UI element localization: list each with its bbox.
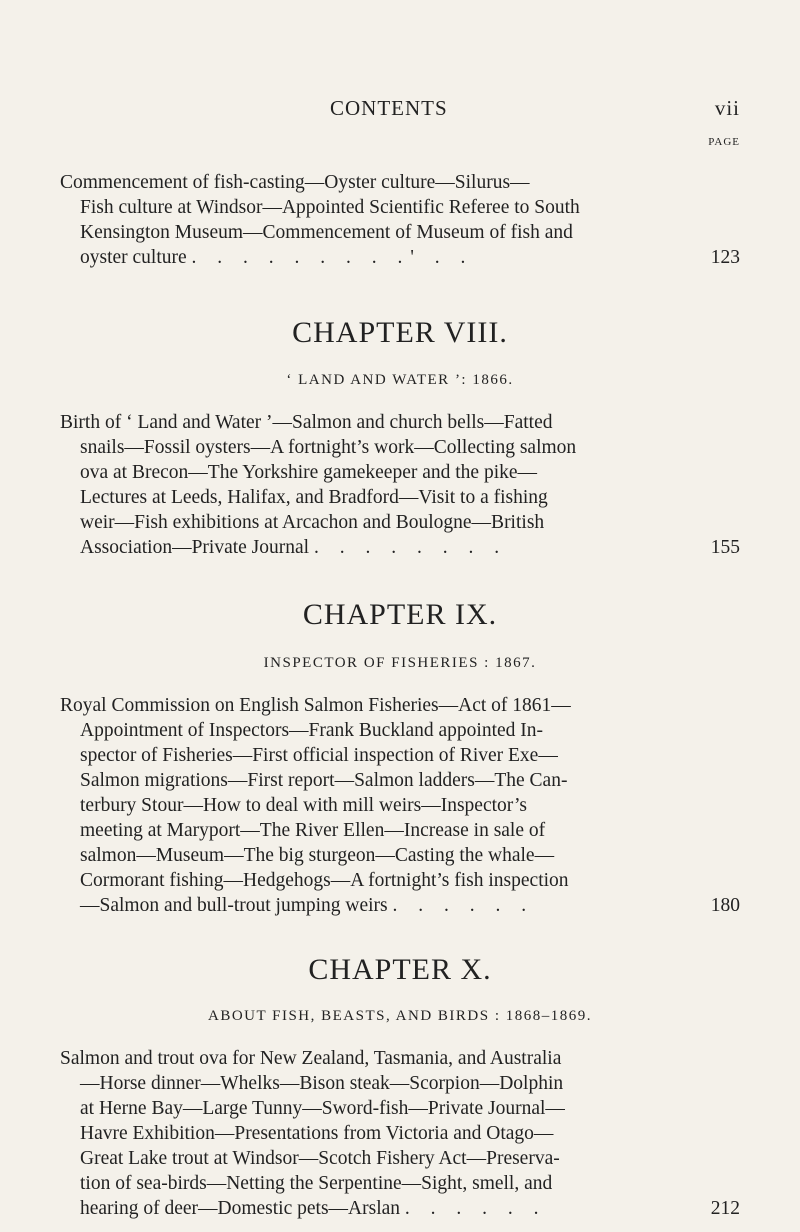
chapter-subtitle: ABOUT FISH, BEASTS, AND BIRDS : 1868–1869.: [207, 1008, 593, 1024]
summary-line: terbury Stour—How to deal with mill weirs—Inspector’s: [80, 795, 527, 816]
chapter-summary: [60, 693, 740, 918]
chapter-page-number: 180: [710, 895, 740, 916]
chapter-heading: CHAPTER VIII.: [292, 316, 508, 349]
entry-page-number: 123: [710, 247, 740, 268]
summary-line: Great Lake trout at Windsor—Scotch Fishery Act—Preserva-: [80, 1148, 560, 1169]
summary-line: tion of sea-birds—Netting the Serpentine—Sight, smell, and: [80, 1173, 553, 1194]
chapter-summary: [60, 410, 740, 560]
summary-line: Lectures at Leeds, Halifax, and Bradford—Visit to a fishing: [80, 487, 548, 508]
chapter-summary: [60, 1046, 740, 1221]
summary-line: snails—Fossil oysters—A fortnight’s work—Collecting salmon: [80, 437, 577, 458]
chapter-heading: CHAPTER X.: [308, 953, 492, 986]
summary-line-last: [60, 893, 740, 918]
running-header-title: CONTENTS: [330, 96, 448, 120]
toc-entry-continued: [60, 170, 740, 270]
summary-line: ova at Brecon—The Yorkshire gamekeeper and the pike—: [80, 462, 538, 483]
summary-line-last: [60, 535, 740, 560]
entry-line-text: oyster culture: [80, 247, 187, 268]
chapter-subtitle: INSPECTOR OF FISHERIES : 1867.: [263, 655, 537, 671]
summary-line-text: Association—Private Journal: [80, 537, 310, 558]
summary-line: Birth of ‘ Land and Water ’—Salmon and church bells—Fatted: [60, 412, 553, 433]
leader-dots: . . . . . .: [404, 1198, 547, 1219]
summary-line: Cormorant fishing—Hedgehogs—A fortnight’s fish inspection: [80, 870, 569, 891]
chapter-page-number: 155: [710, 537, 740, 558]
chapter-heading: CHAPTER IX.: [302, 598, 498, 631]
leader-dots: . . . . . . . . .' . .: [191, 247, 474, 268]
summary-line: Havre Exhibition—Presentations from Victoria and Otago—: [80, 1123, 554, 1144]
summary-line: Appointment of Inspectors—Frank Buckland appointed In-: [80, 720, 544, 741]
summary-line-text: —Salmon and bull-trout jumping weirs: [80, 895, 388, 916]
entry-line: Commencement of fish-casting—Oyster culture—Silurus—: [60, 172, 530, 193]
leader-dots: . . . . . .: [392, 895, 535, 916]
summary-line: Salmon and trout ova for New Zealand, Tasmania, and Australia: [60, 1048, 562, 1069]
summary-line: spector of Fisheries—First official inspection of River Exe—: [80, 745, 558, 766]
entry-line-last: [60, 245, 740, 270]
summary-line: Salmon migrations—First report—Salmon ladders—The Can-: [80, 770, 568, 791]
summary-line: —Horse dinner—Whelks—Bison steak—Scorpion—Dolphin: [80, 1073, 564, 1094]
summary-line: at Herne Bay—Large Tunny—Sword-fish—Private Journal—: [80, 1098, 565, 1119]
summary-line-text: hearing of deer—Domestic pets—Arslan: [80, 1198, 401, 1219]
chapter-page-number: 212: [710, 1198, 740, 1219]
summary-line: meeting at Maryport—The River Ellen—Increase in sale of: [80, 820, 546, 841]
chapter-subtitle: ‘ LAND AND WATER ’: 1866.: [286, 372, 514, 388]
page-column-label: PAGE: [708, 136, 740, 148]
page-number-roman: vii: [714, 96, 740, 120]
summary-line-last: [60, 1196, 740, 1221]
summary-line: Royal Commission on English Salmon Fisheries—Act of 1861—: [60, 695, 571, 716]
summary-line: salmon—Museum—The big sturgeon—Casting the whale—: [80, 845, 555, 866]
summary-line: weir—Fish exhibitions at Arcachon and Boulogne—British: [80, 512, 545, 533]
entry-line: Fish culture at Windsor—Appointed Scientific Referee to South: [80, 197, 580, 218]
leader-dots: . . . . . . . .: [313, 537, 508, 558]
entry-line: Kensington Museum—Commencement of Museum of fish and: [80, 222, 573, 243]
